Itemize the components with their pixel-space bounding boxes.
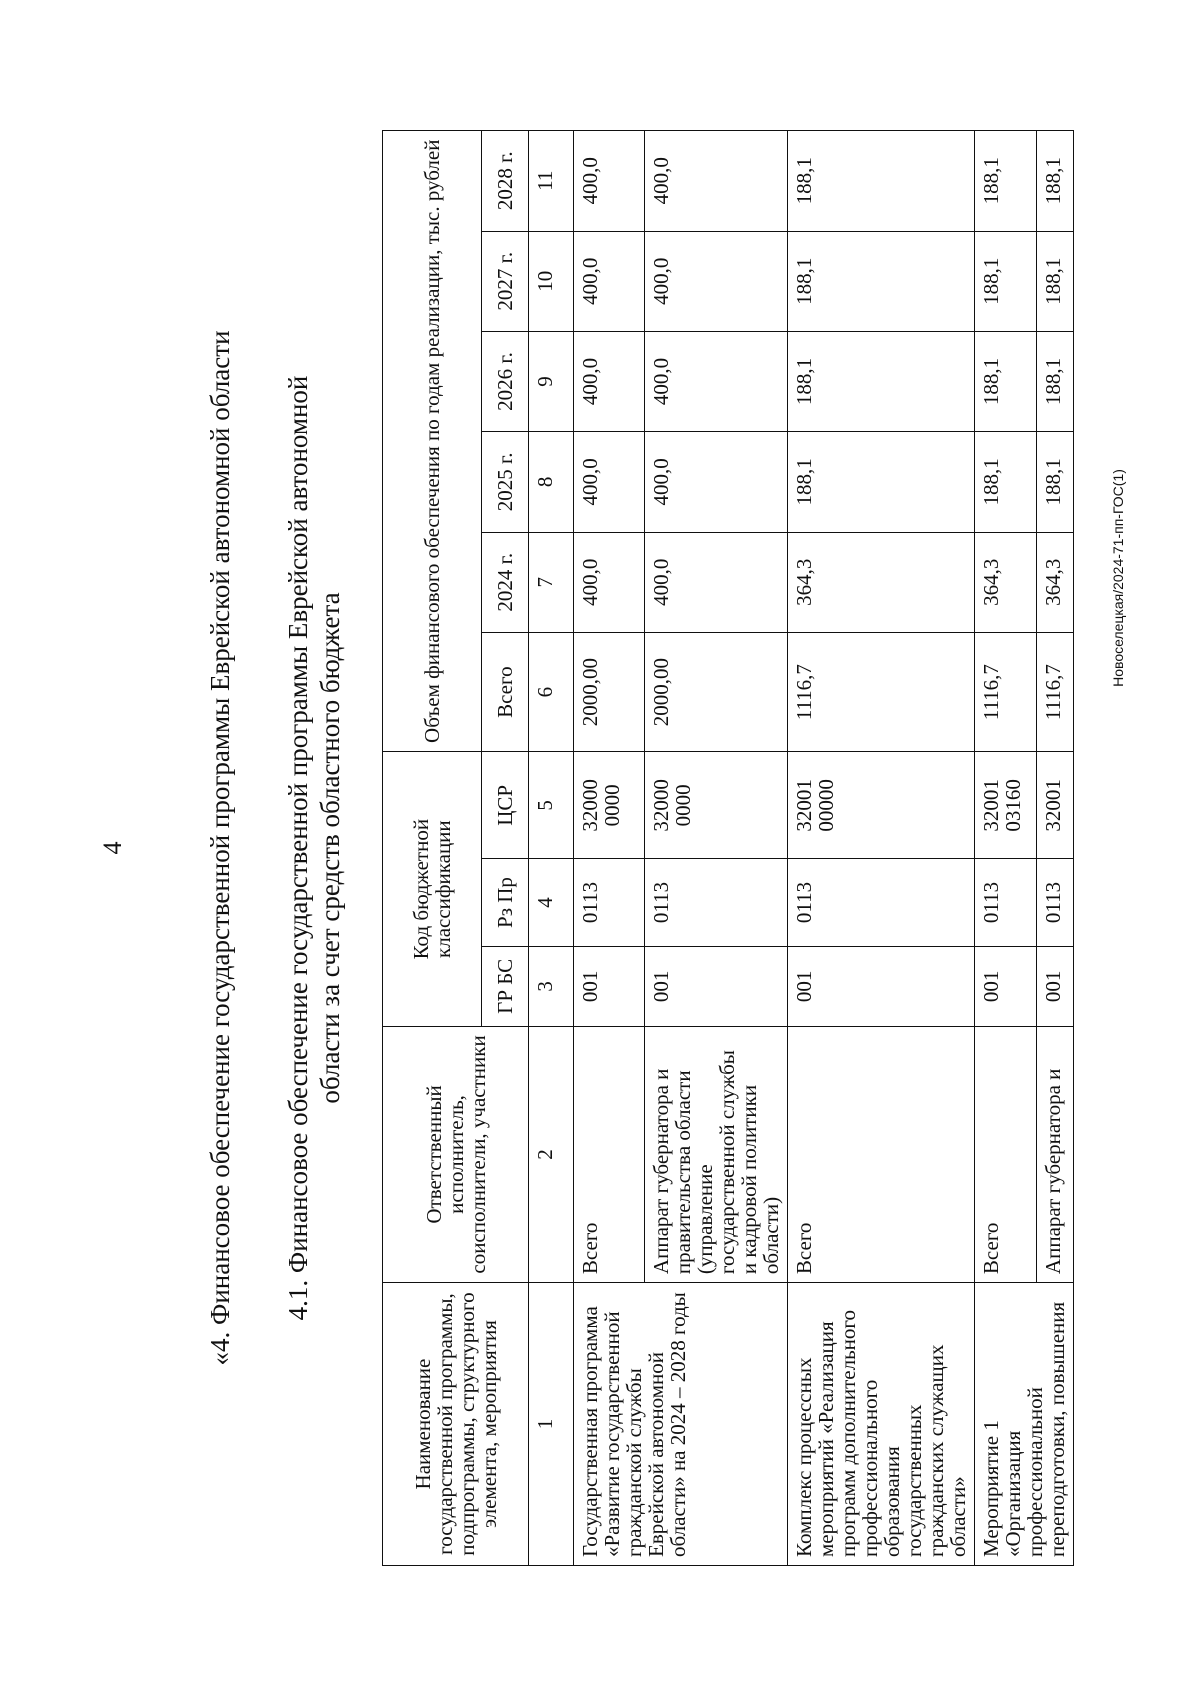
row-2025: 188,1 (1036, 432, 1073, 532)
row-2028: 188,1 (1036, 131, 1073, 232)
header-rzpr: Рз Пр (482, 859, 529, 947)
header-2027: 2027 г. (482, 231, 529, 331)
page-number: 4 (98, 841, 127, 855)
row-2025: 400,0 (645, 432, 788, 532)
row-2024: 400,0 (645, 532, 788, 632)
col-index: 8 (529, 432, 574, 532)
header-2024: 2024 г. (482, 532, 529, 632)
row-grbs: 001 (645, 946, 788, 1026)
row-2024: 364,3 (788, 532, 975, 632)
row-total: 2000,00 (645, 632, 788, 752)
row-name: Мероприятие 1 «Организация профессиональной переподготовки, повышения (975, 1283, 1074, 1566)
row-csr: 32001 00000 (788, 752, 975, 859)
section-title: «4. Финансовое обеспечение государственной программы Еврейской автономной области (205, 330, 235, 1366)
rotated-page (50, 98, 1150, 1598)
row-csr: 32000 0000 (574, 752, 645, 859)
row-name: Комплекс процессных мероприятий «Реализация программ дополнительного профессионального образования государственных гражданских служащих области» (788, 1283, 975, 1566)
header-budget-code: Код бюджетной классификации (383, 752, 482, 1026)
col-index: 1 (529, 1283, 574, 1566)
row-2025: 400,0 (574, 432, 645, 532)
col-index: 5 (529, 752, 574, 859)
row-2024: 364,3 (975, 532, 1037, 632)
header-total: Всего (482, 632, 529, 752)
row-2026: 188,1 (788, 331, 975, 431)
row-rzpr: 0113 (574, 859, 645, 947)
col-index: 2 (529, 1026, 574, 1282)
header-volume: Объем финансового обеспечения по годам реализации, тыс. рублей (383, 131, 482, 752)
footer-doc-code: Новоселецкая/2024-71-пп-ГОС(1) (1110, 469, 1126, 687)
row-2026: 400,0 (574, 331, 645, 431)
row-grbs: 001 (1036, 946, 1073, 1026)
row-2027: 400,0 (645, 231, 788, 331)
row-2024: 364,3 (1036, 532, 1073, 632)
row-2026: 400,0 (645, 331, 788, 431)
row-rzpr: 0113 (975, 859, 1037, 947)
col-index: 4 (529, 859, 574, 947)
col-index: 11 (529, 131, 574, 232)
row-grbs: 001 (574, 946, 645, 1026)
col-index: 10 (529, 231, 574, 331)
table-row (788, 131, 975, 1566)
row-csr: 32001 03160 (975, 752, 1037, 859)
row-2026: 188,1 (1036, 331, 1073, 431)
row-2026: 188,1 (975, 331, 1037, 431)
header-csr: ЦСР (482, 752, 529, 859)
col-index: 6 (529, 632, 574, 752)
row-2024: 400,0 (574, 532, 645, 632)
row-total: 1116,7 (1036, 632, 1073, 752)
row-2028: 188,1 (788, 131, 975, 232)
row-total: 1116,7 (975, 632, 1037, 752)
row-total: 2000,00 (574, 632, 645, 752)
row-csr: 32000 0000 (645, 752, 788, 859)
row-executor: Всего (574, 1026, 645, 1282)
header-name: Наименование государственной программы, подпрограммы, структурного элемента, мероприятия (383, 1283, 529, 1566)
col-index: 9 (529, 331, 574, 431)
column-index-row (529, 131, 574, 1566)
col-index: 7 (529, 532, 574, 632)
row-grbs: 001 (788, 946, 975, 1026)
row-rzpr: 0113 (788, 859, 975, 947)
header-2028: 2028 г. (482, 131, 529, 232)
row-executor: Аппарат губернатора и (1036, 1026, 1073, 1282)
row-2028: 400,0 (645, 131, 788, 232)
row-rzpr: 0113 (1036, 859, 1073, 947)
row-csr: 32001 (1036, 752, 1073, 859)
row-executor: Аппарат губернатора и правительства области (управление государственной службы и кадровой политики области) (645, 1026, 788, 1282)
table-row (975, 131, 1037, 1566)
row-executor: Всего (788, 1026, 975, 1282)
financing-table (382, 130, 1074, 1566)
row-total: 1116,7 (788, 632, 975, 752)
table-row (574, 131, 645, 1566)
row-2027: 188,1 (788, 231, 975, 331)
header-executor: Ответственный исполнитель, соисполнители, участники (383, 1026, 529, 1282)
row-2027: 400,0 (574, 231, 645, 331)
row-rzpr: 0113 (645, 859, 788, 947)
row-executor: Всего (975, 1026, 1037, 1282)
header-row-1 (383, 131, 482, 1566)
col-index: 3 (529, 946, 574, 1026)
row-2027: 188,1 (975, 231, 1037, 331)
header-grbs: ГР БС (482, 946, 529, 1026)
row-2025: 188,1 (788, 432, 975, 532)
row-2027: 188,1 (1036, 231, 1073, 331)
row-2028: 400,0 (574, 131, 645, 232)
row-grbs: 001 (975, 946, 1037, 1026)
row-2025: 188,1 (975, 432, 1037, 532)
subsection-title: 4.1. Финансовое обеспечение государственной программы Еврейской автономной области за счет средств областного бюджета (283, 375, 345, 1321)
header-2025: 2025 г. (482, 432, 529, 532)
header-2026: 2026 г. (482, 331, 529, 431)
row-name: Государственная программа «Развитие государственной гражданской службы Еврейской автономной области» на 2024 – 2028 годы (574, 1283, 788, 1566)
row-2028: 188,1 (975, 131, 1037, 232)
